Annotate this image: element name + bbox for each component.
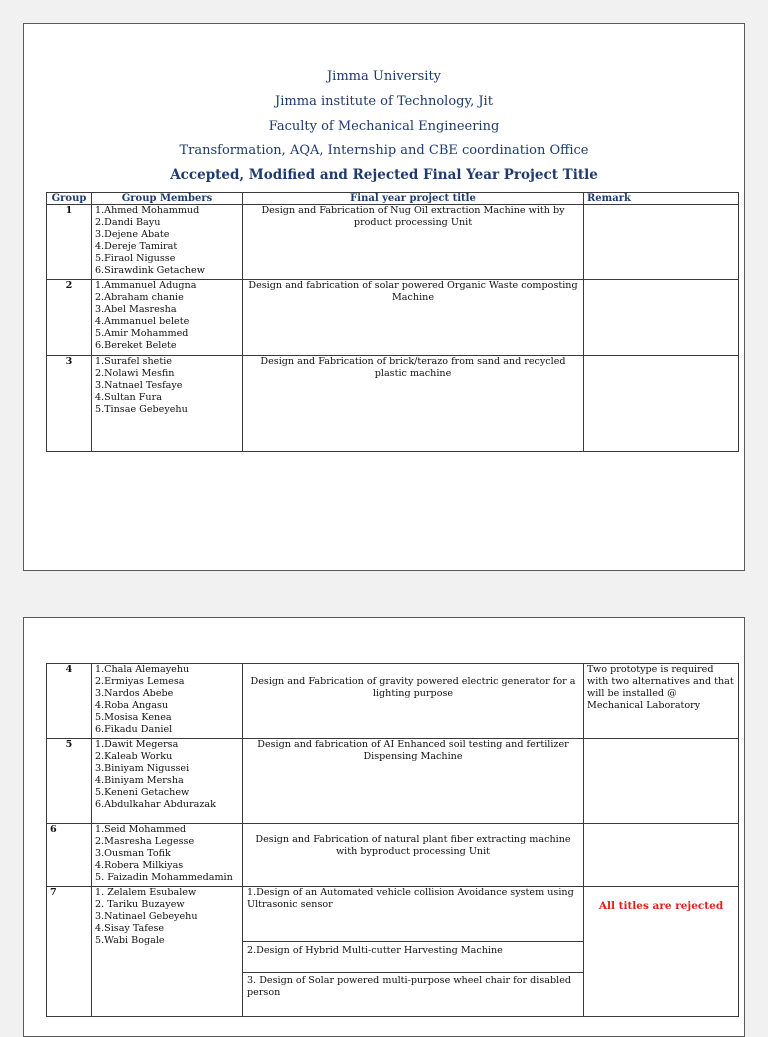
member-name: 3.Ousman Tofik — [95, 847, 171, 859]
member-name: 5.Firaol Nigusse — [95, 252, 176, 264]
member-name: 5.Mosisa Kenea — [95, 711, 172, 723]
table-row — [47, 356, 739, 452]
project-table-page-1 — [46, 192, 739, 452]
member-name: 3.Natinael Gebeyehu — [95, 910, 198, 922]
member-name: 4.Biniyam Mersha — [95, 774, 184, 786]
header-remark: Remark — [584, 193, 739, 205]
group-number: 6 — [47, 824, 92, 887]
group-members — [92, 280, 243, 356]
group-members — [92, 205, 243, 280]
member-name: 1.Surafel shetie — [95, 356, 172, 367]
member-name: 2.Masresha Legesse — [95, 835, 195, 847]
member-name: 2.Kaleab Worku — [95, 750, 173, 762]
group-members — [92, 739, 243, 824]
rejection-note: All titles are rejected — [598, 900, 724, 912]
member-name: 1.Ammanuel Adugna — [95, 280, 197, 291]
group-number: 7 — [47, 887, 92, 1017]
header-group: Group — [47, 193, 92, 205]
member-name: 3.Abel Masresha — [95, 303, 177, 315]
member-name: 2.Ermiyas Lemesa — [95, 675, 185, 687]
remark-cell — [584, 356, 739, 452]
member-name: 3.Nardos Abebe — [95, 687, 174, 699]
project-title: Design and Fabrication of natural plant fiber extracting machine with byproduct processing Unit — [243, 824, 584, 887]
member-name: 1.Dawit Megersa — [95, 739, 179, 750]
member-name: 1. Zelalem Esubalew — [95, 887, 197, 898]
table-row — [47, 824, 739, 887]
member-name: 2. Tariku Buzayew — [95, 898, 185, 910]
project-title: Design and fabrication of AI Enhanced soil testing and fertilizer Dispensing Machine — [243, 739, 584, 824]
group-members — [92, 664, 243, 739]
member-name: 4.Sisay Tafese — [95, 922, 165, 934]
remark-cell — [584, 280, 739, 356]
remark-cell — [584, 887, 739, 1017]
member-name: 6.Fikadu Daniel — [95, 723, 173, 735]
table-row — [47, 664, 739, 739]
project-title: Design and Fabrication of Nug Oil extraction Machine with by product processing Unit — [243, 205, 584, 280]
institute-name: Jimma institute of Technology, Jit — [275, 94, 493, 109]
member-name: 4.Sultan Fura — [95, 391, 162, 403]
project-title: Design and Fabrication of gravity powered electric generator for a lighting purpose — [243, 664, 584, 739]
remark-cell — [584, 739, 739, 824]
group-number: 1 — [47, 205, 92, 280]
project-title: 3. Design of Solar powered multi-purpose wheel chair for disabled person — [243, 973, 584, 1017]
group-number: 3 — [47, 356, 92, 452]
member-name: 5.Amir Mohammed — [95, 327, 189, 339]
table-row — [47, 739, 739, 824]
member-name: 1.Chala Alemayehu — [95, 664, 190, 675]
remark-cell: Two prototype is required with two alternatives and that will be installed @ Mechanical Laboratory — [584, 664, 739, 739]
group-number: 2 — [47, 280, 92, 356]
group-number: 5 — [47, 739, 92, 824]
member-name: 4.Robera Milkiyas — [95, 859, 184, 871]
member-name: 4.Roba Angasu — [95, 699, 169, 711]
member-name: 3.Dejene Abate — [95, 228, 170, 240]
table-row — [47, 887, 739, 942]
member-name: 2.Nolawi Mesfin — [95, 367, 175, 379]
project-title: Design and fabrication of solar powered Organic Waste composting Machine — [243, 280, 584, 356]
project-title: 2.Design of Hybrid Multi-cutter Harvesting Machine — [243, 942, 584, 973]
member-name: 5.Wabi Bogale — [95, 934, 165, 946]
group-members — [92, 887, 243, 1017]
project-title: Design and Fabrication of brick/terazo from sand and recycled plastic machine — [243, 356, 584, 452]
university-name: Jimma University — [326, 69, 442, 84]
remark-cell — [584, 824, 739, 887]
table-header-row — [47, 193, 739, 205]
group-members — [92, 824, 243, 887]
table-row — [47, 205, 739, 280]
member-name: 4.Dereje Tamirat — [95, 240, 178, 252]
document-title: Accepted, Modified and Rejected Final Year Project Title — [170, 167, 598, 183]
remark-cell — [584, 205, 739, 280]
member-name: 3.Natnael Tesfaye — [95, 379, 183, 391]
member-name: 1.Ahmed Mohammud — [95, 205, 200, 216]
member-name: 5.Keneni Getachew — [95, 786, 190, 798]
project-title: 1.Design of an Automated vehicle collision Avoidance system using Ultrasonic sensor — [243, 887, 584, 942]
group-members — [92, 356, 243, 452]
member-name: 6.Abdulkahar Abdurazak — [95, 798, 216, 810]
project-table-page-2 — [46, 663, 739, 1017]
member-name: 2.Abraham chanie — [95, 291, 184, 303]
member-name: 6.Sirawdink Getachew — [95, 264, 205, 276]
member-name: 1.Seid Mohammed — [95, 824, 187, 835]
header-project-title: Final year project title — [243, 193, 584, 205]
table-row — [47, 280, 739, 356]
member-name: 3.Biniyam Nigussei — [95, 762, 190, 774]
member-name: 4.Ammanuel belete — [95, 315, 190, 327]
member-name: 5.Tinsae Gebeyehu — [95, 403, 188, 415]
group-number: 4 — [47, 664, 92, 739]
faculty-name: Faculty of Mechanical Engineering — [268, 119, 500, 134]
header-members: Group Members — [92, 193, 243, 205]
office-name: Transformation, AQA, Internship and CBE coordination Office — [179, 143, 589, 158]
member-name: 2.Dandi Bayu — [95, 216, 161, 228]
member-name: 6.Bereket Belete — [95, 339, 177, 351]
member-name: 5. Faizadin Mohammedamin — [95, 871, 233, 883]
